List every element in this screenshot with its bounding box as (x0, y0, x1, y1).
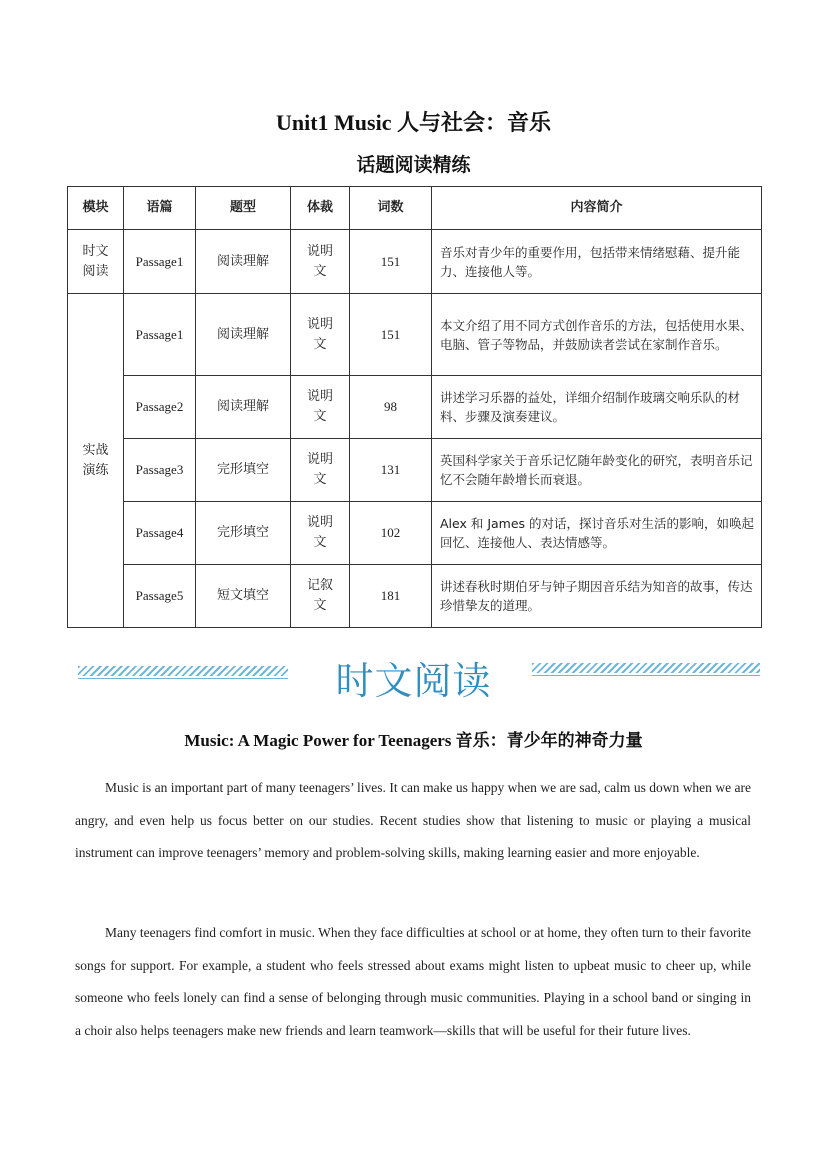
section-banner (0, 648, 827, 708)
summary-cell: 本文介绍了用不同方式创作音乐的方法，包括使用水果、电脑、管子等物品，并鼓励读者尝试在家制作音乐。 (432, 294, 762, 376)
module-cell: 时文阅读 (68, 230, 124, 294)
words-cell: 181 (350, 565, 432, 628)
genre-cell: 说明文 (291, 376, 350, 439)
module-cell: 实战演练 (68, 294, 124, 628)
genre-cell: 说明文 (291, 230, 350, 294)
type-cell: 阅读理解 (196, 230, 291, 294)
words-cell: 98 (350, 376, 432, 439)
table-row (68, 565, 762, 628)
header-passage: 语篇 (124, 187, 196, 230)
words-cell: 151 (350, 230, 432, 294)
section-heading: 时文阅读 (335, 659, 492, 703)
article-paragraph: Music is an important part of many teenagers’ lives. It can make us happy when we are sad, calm us down when we are angry, and even help us focus better on our studies. Recent studies show that listening to music or playing a musical instrument can improve teenagers’ memory and problem-solving skills, making learning easier and more enjoyable. (75, 780, 751, 860)
type-cell: 完形填空 (196, 439, 291, 502)
banner-underline-right (532, 675, 760, 676)
summary-cell: Alex 和 James 的对话，探讨音乐对生活的影响，如唤起回忆、连接他人、表达情感等。 (432, 502, 762, 565)
header-summary: 内容简介 (432, 187, 762, 230)
header-genre: 体裁 (291, 187, 350, 230)
passage-cell: Passage4 (124, 502, 196, 565)
banner-decoration-right (532, 663, 760, 673)
header-type: 题型 (196, 187, 291, 230)
overview-table (67, 186, 762, 628)
table-header-row (68, 187, 762, 230)
table-row (68, 439, 762, 502)
passage-cell: Passage2 (124, 376, 196, 439)
genre-cell: 说明文 (291, 502, 350, 565)
table-row (68, 294, 762, 376)
article-paragraph: Many teenagers find comfort in music. When they face difficulties at school or at home, they often turn to their favorite songs for support. For example, a student who feels stressed about exams might listen to upbeat music to cheer up, while someone who feels lonely can find a sense of belonging through music communities. Playing in a school band or singing in a choir also helps teenagers make new friends and learn teamwork—skills that will be useful for their future lives. (75, 925, 751, 1038)
passage-cell: Passage3 (124, 439, 196, 502)
page-subtitle: 话题阅读精练 (356, 154, 471, 176)
table-row (68, 230, 762, 294)
article-title: Music: A Magic Power for Teenagers 音乐：青少年的神奇力量 (184, 731, 643, 750)
type-cell: 阅读理解 (196, 294, 291, 376)
genre-cell: 说明文 (291, 439, 350, 502)
words-cell: 131 (350, 439, 432, 502)
words-cell: 151 (350, 294, 432, 376)
header-module: 模块 (68, 187, 124, 230)
summary-cell: 英国科学家关于音乐记忆随年龄变化的研究，表明音乐记忆不会随年龄增长而衰退。 (432, 439, 762, 502)
header-words: 词数 (350, 187, 432, 230)
table-row (68, 376, 762, 439)
table-row (68, 502, 762, 565)
genre-cell: 说明文 (291, 294, 350, 376)
type-cell: 完形填空 (196, 502, 291, 565)
summary-cell: 讲述春秋时期伯牙与钟子期因音乐结为知音的故事，传达珍惜挚友的道理。 (432, 565, 762, 628)
type-cell: 阅读理解 (196, 376, 291, 439)
passage-cell: Passage1 (124, 294, 196, 376)
passage-cell: Passage1 (124, 230, 196, 294)
genre-cell: 记叙文 (291, 565, 350, 628)
passage-cell: Passage5 (124, 565, 196, 628)
summary-cell: 讲述学习乐器的益处，详细介绍制作玻璃交响乐队的材料、步骤及演奏建议。 (432, 376, 762, 439)
page-title: Unit1 Music 人与社会：音乐 (275, 110, 551, 135)
type-cell: 短文填空 (196, 565, 291, 628)
summary-cell: 音乐对青少年的重要作用，包括带来情绪慰藉、提升能力、连接他人等。 (432, 230, 762, 294)
words-cell: 102 (350, 502, 432, 565)
